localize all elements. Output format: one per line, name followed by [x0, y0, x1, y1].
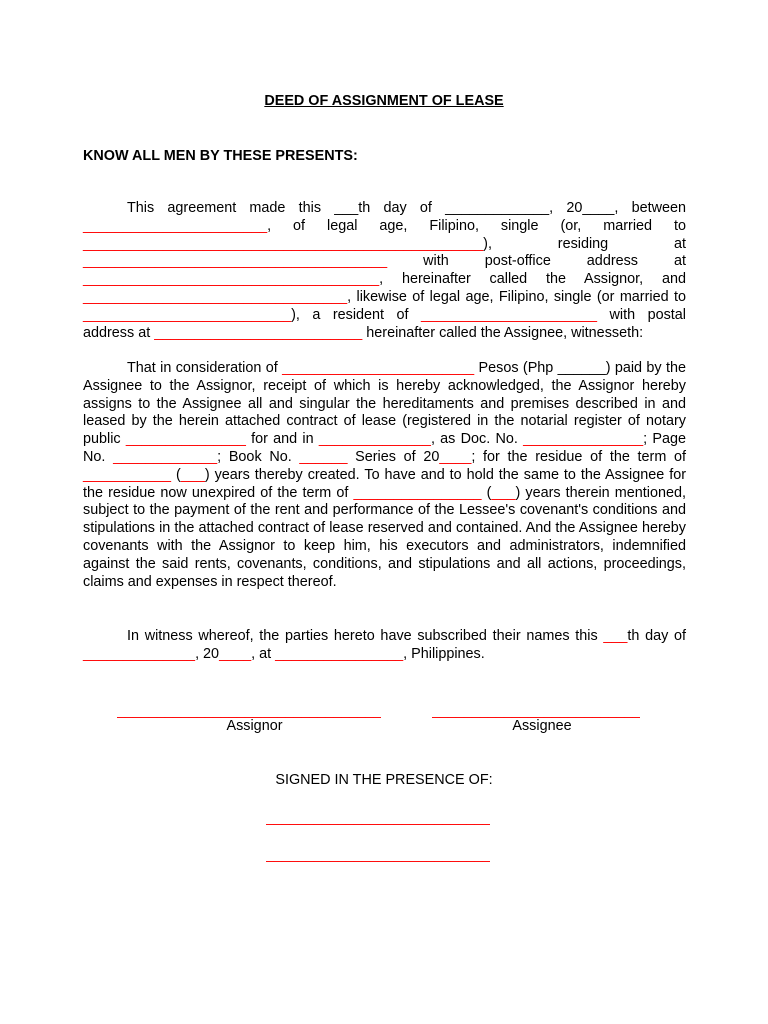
witness-year-blank: ____ — [219, 645, 252, 662]
witness-month-blank: ______________ — [83, 645, 196, 662]
page-no-blank: _____________ — [113, 448, 218, 465]
witness-heading: SIGNED IN THE PRESENCE OF: — [275, 772, 493, 788]
assignee-name-blank: _________________________________ — [83, 288, 348, 305]
notary-place-blank: ______________ — [318, 431, 431, 448]
document-title: DEED OF ASSIGNMENT OF LEASE — [264, 93, 504, 109]
witness-day-blank: ___ — [603, 628, 628, 644]
book-no-blank: ______ — [299, 448, 348, 465]
assignor-postal-blank: _____________________________________ — [83, 271, 380, 288]
witness-signature-line-1: ____________________________ — [266, 810, 491, 826]
assignee-spouse-blank: __________________________ — [83, 306, 292, 323]
notary-public-blank: _______________ — [125, 431, 246, 448]
assignee-residence-blank: ______________________ — [420, 306, 598, 323]
assignee-signature-line: __________________________ — [432, 703, 641, 719]
witness-signature-line-2: ____________________________ — [266, 847, 491, 863]
assignor-label: Assignor — [226, 718, 283, 734]
witness-place-blank: ________________ — [275, 645, 404, 662]
agreement-date-text: This agreement made this ___th day of _____________, 20____, between — [127, 200, 686, 216]
series-year-blank: ____ — [439, 448, 472, 465]
assignee-label: Assignee — [512, 718, 572, 734]
assignor-signature-line: _________________________________ — [117, 703, 382, 719]
assignee-postal-blank: __________________________ — [154, 324, 363, 341]
consideration-amount-blank: ________________________ — [282, 360, 475, 376]
paragraph-parties: This agreement made this ___th day of _____________, 20____, between _______________________, of legal age, Filipino, single (or, married to __________________________________________________), residing at ______________________________________ with post-office address at _____________________________________, hereinafter called the Assignor, and _________________________________, likewise of legal age, Filipino, single (or married to __________________________), a resident of ______________________ with postal address at __________________________ hereinafter called the Assignee, witnesseth: — [83, 200, 686, 341]
doc-no-blank: _______________ — [523, 431, 644, 448]
unexpired-term-number-blank: ___ — [491, 484, 516, 501]
assignor-name-blank: _______________________ — [83, 217, 268, 234]
lease-term-words-blank: ___________ — [83, 466, 172, 483]
assignor-spouse-blank: __________________________________________________ — [83, 235, 484, 252]
paragraph-witness: In witness whereof, the parties hereto have subscribed their names this ___th day of ______________, 20____, at ________________, Philippines. — [83, 628, 686, 662]
unexpired-term-words-blank: ________________ — [353, 484, 482, 501]
paragraph-consideration: That in consideration of ________________________ Pesos (Php ______) paid by the Assignee to the Assignor, receipt of which is hereby acknowledged, the Assignor hereby assigns to the Assignee all and singular the hereditaments and premises described in and leased by the herein attached contract of lease (registered in the notarial register of notary public _______________ for and in ______________, as Doc. No. _______________; Page No. _____________; Book No. ______ Series of 20____; for the residue of the term of ___________ (___) years thereby created. To have and to hold the same to the Assignee for the residue now unexpired of the term of ________________ (___) years therein mentioned, subject to the payment of the rent and performance of the Lessee's covenant's conditions and stipulations in the attached contract of lease reserved and contained. And the Assignee hereby covenants with the Assignor to keep him, his executors and administrators, indemnified against the said rents, covenants, conditions, and stipulations and all actions, proceedings, claims and expenses in respect thereof. — [83, 360, 687, 590]
assignor-residence-blank: ______________________________________ — [83, 253, 388, 270]
lease-term-number-blank: ___ — [180, 466, 205, 483]
document-heading: KNOW ALL MEN BY THESE PRESENTS: — [83, 148, 358, 164]
